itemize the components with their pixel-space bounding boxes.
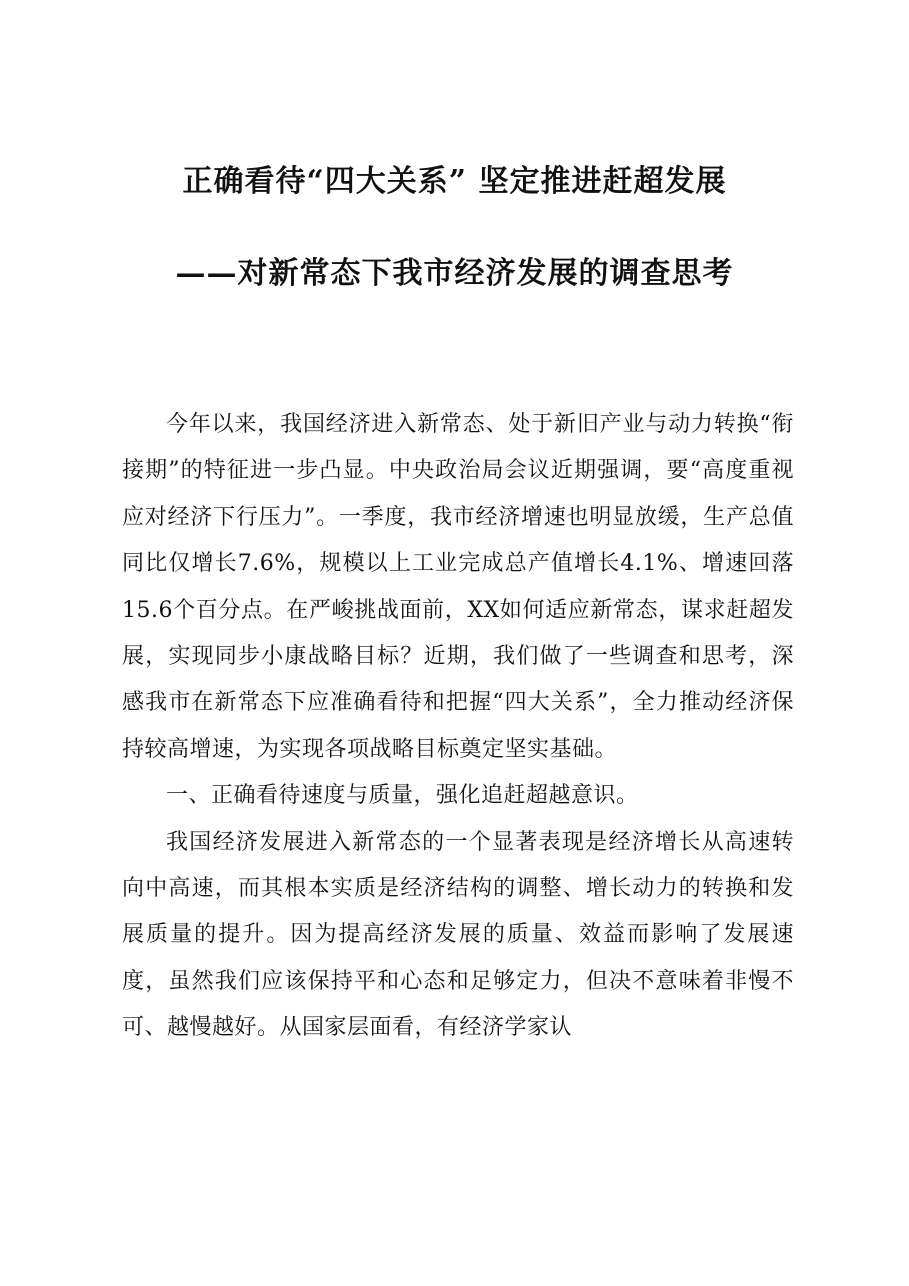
section-heading-1: 一、正确看待速度与质量，强化追赶超越意识。 [166,783,639,809]
paragraph-intro: 今年以来，我国经济进入新常态、处于新旧产业与动力转换“衔接期”的特征进一步凸显。中央政治局会议近期强调，要“高度重视应对经济下行压力”。一季度，我市经济增速也明显放缓，生产总值同比仅增长7.6%，规模以上工业完成总产值增长4.1%、增速回落15.6个百分点。在严峻挑战面前，XX如何适应新常态，谋求赶超发展，实现同步小康战略目标？近期，我们做了一些调查和思考，深感我市在新常态下应准确看待和把握“四大关系”，全力推动经济保持较高增速，为实现各项战略目标奠定坚实基础。 [122,412,794,762]
document-title: 正确看待“四大关系” 坚定推进赶超发展 [182,164,727,199]
paragraph-section-1: 我国经济发展进入新常态的一个显著表现是经济增长从高速转向中高速，而其根本实质是经济结构的调整、增长动力的转换和发展质量的提升。因为提高经济发展的质量、效益而影响了发展速度，虽然我们应该保持平和心态和足够定力，但决不意味着非慢不可、越慢越好。从国家层面看，有经济学家认 [122,829,794,1041]
document-subtitle: ——对新常态下我市经济发展的调查思考 [175,256,734,291]
document-body [122,402,794,1052]
title-block [0,160,909,296]
